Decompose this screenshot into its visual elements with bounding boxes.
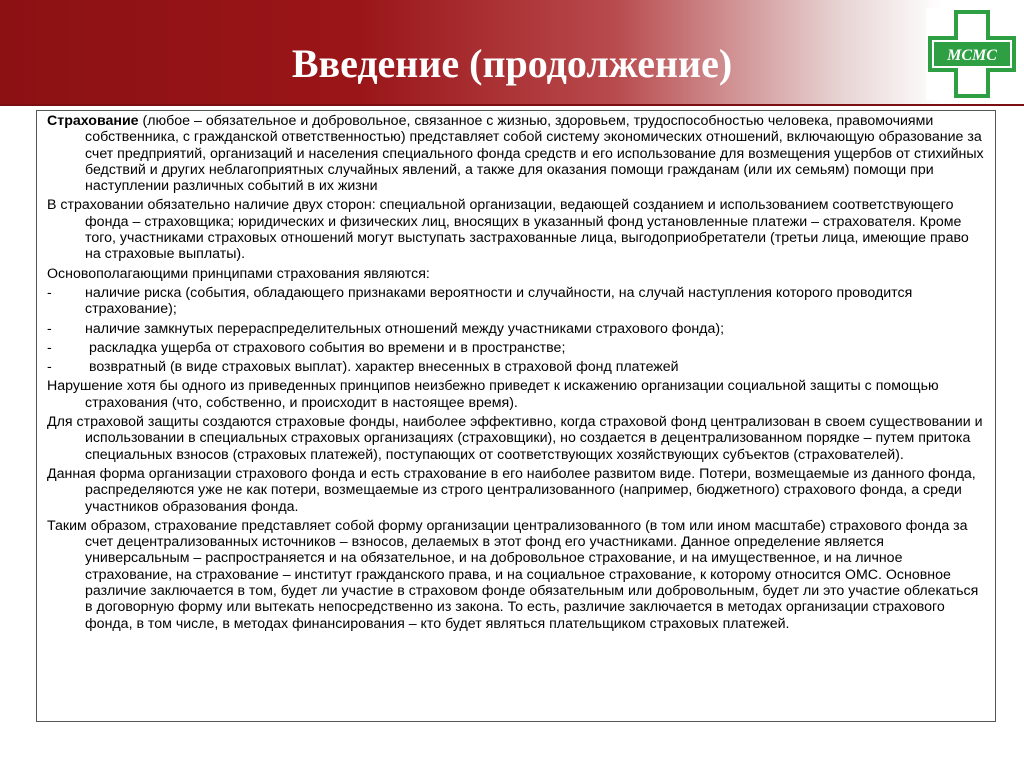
- paragraph-parties: В страховании обязательно наличие двух сторон: специальной организации, ведающей созданием и использованием соответствующего фонда – страховщика; юридических и физических лиц, вносящих в указанный фонд установленные платежи – страхователя. Кроме того, участниками страховых отношений могут выступать застрахованные лица, выгодоприобретатели (третьи лица, имеющие право на страховые выплаты).: [47, 197, 969, 263]
- list-item: - возвратный (в виде страховых выплат). характер внесенных в страховой фонд платежей: [47, 359, 679, 376]
- logo-text: МСМС: [947, 47, 997, 64]
- slide-title: Введение (продолжение): [291, 41, 733, 86]
- list-item: - наличие риска (события, обладающего признаками вероятности и случайности, на случай наступления которого проводится страхование);: [47, 284, 913, 318]
- list-item: - наличие замкнутых перераспределительных отношений между участниками страхового фонда);: [47, 320, 725, 337]
- paragraph-principles-intro: Основополагающими принципами страхования являются:: [47, 265, 430, 282]
- paragraph-form: Данная форма организации страхового фонда и есть страхование в его наиболее развитом виде. Потери, возмещаемые из данного фонда, распределяются уже не как потери, возмещаемые из строго централизованного (например, бюджетного) страхового фонда, а среди участников образования фонда.: [47, 465, 976, 515]
- term-bold: Страхование: [47, 113, 139, 129]
- text-box: [36, 110, 996, 722]
- paragraph-definition: Страхование (любое – обязательное и добровольное, связанное с жизнью, здоровьем, трудоспособностью человека, правомочиями собственника, с гражданской ответственностью) представляет собой систему экономических отношений, включающую образование за счет предприятий, организаций и населения специального фонда средств и его использование для возмещения ущербов от стихийных бедствий и других неблагоприятных случайных явлений, а также для оказания помощи гражданам (или их семьям) помощи при наступлении различных событий в их жизни: [47, 113, 984, 195]
- header-divider: [0, 104, 1024, 106]
- logo: [926, 8, 1018, 100]
- paragraph-funds: Для страховой защиты создаются страховые фонды, наиболее эффективно, когда страховой фонд централизован в своем существовании и использовании в специальных страховых организациях (страховщики), но создается в децентрализованном порядке – путем притока специальных взносов (страховых платежей), поступающих от соответствующих хозяйствующих субъектов (страхователей).: [47, 414, 983, 463]
- paragraph-violation: Нарушение хотя бы одного из приведенных принципов неизбежно приведет к искажению организации социальной защиты с помощью страхования (что, собственно, и происходит в настоящее время).: [47, 378, 939, 411]
- medical-cross-icon: [926, 8, 1018, 100]
- list-item: - раскладка ущерба от страхового события во времени и в пространстве;: [47, 339, 566, 356]
- paragraph-conclusion: Таким образом, страхование представляет собой форму организации централизованного (в том или ином масштабе) страхового фонда за счет децентрализованных источников – взносов, делаемых в этот фонд его участниками. Данное определение является универсальным – распространяется и на обязательное, и на добровольное страхование, и на имущественное, и на личное страхование, на страхование – институт гражданского права, и на социальное страхование, к которому относится ОМС. Основное различие заключается в том, будет ли участие в страховом фонде обязательным или добровольным, будет ли это участие облекаться в договорную форму или вытекать непосредственно из закона. То есть, различие заключается в методах организации страхового фонда, в том числе, в методах финансирования – кто будет являться плательщиком страховых платежей.: [47, 517, 979, 632]
